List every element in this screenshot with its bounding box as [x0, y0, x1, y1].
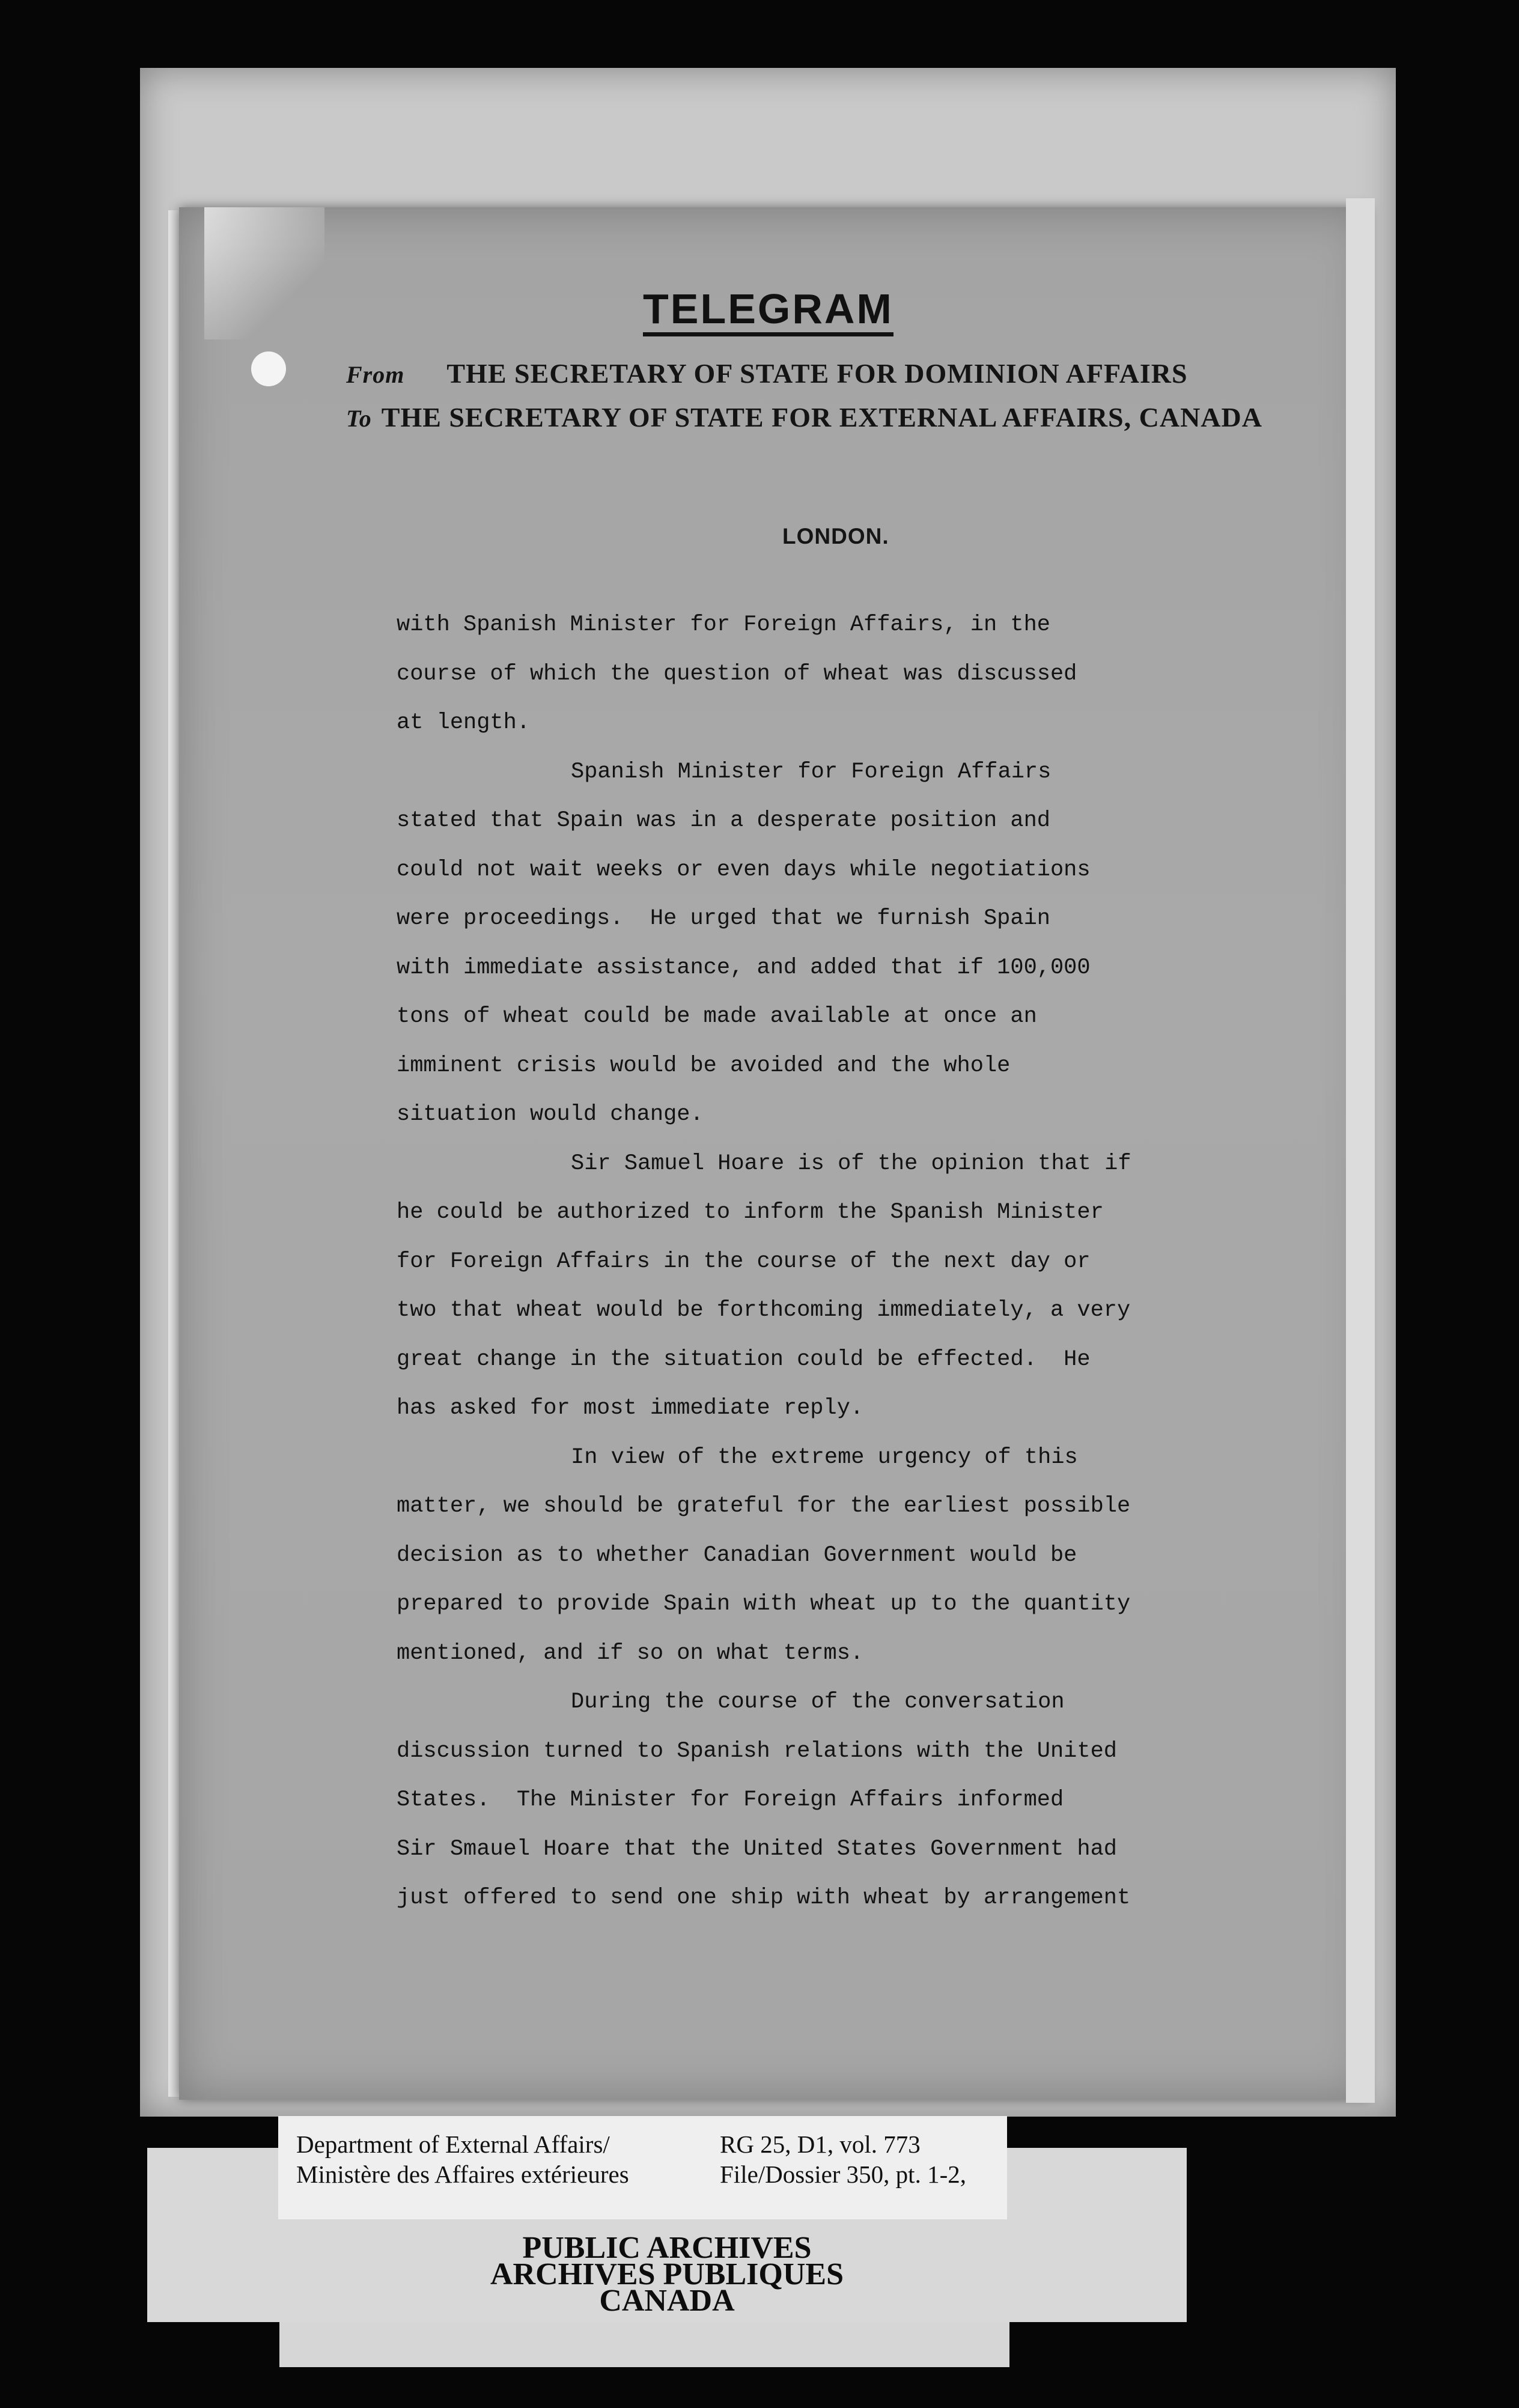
- body-line: at length.: [397, 710, 531, 735]
- from-label: From: [346, 361, 405, 388]
- body-line: course of which the question of wheat was discussed: [397, 661, 1077, 687]
- body-line: States. The Minister for Foreign Affairs informed: [397, 1787, 1064, 1813]
- body-line: decision as to whether Canadian Government would be: [397, 1542, 1077, 1568]
- department-en: Department of External Affairs/: [296, 2130, 610, 2158]
- from-line: [346, 357, 1188, 389]
- department-fr: Ministère des Affaires extérieures: [296, 2160, 629, 2188]
- body-line: During the course of the conversation: [571, 1689, 1065, 1715]
- stamp-line-1: PUBLIC ARCHIVES: [522, 2231, 812, 2265]
- stamp-strip: [279, 2322, 1009, 2367]
- record-group: RG 25, D1, vol. 773: [720, 2130, 921, 2158]
- body-line: tons of wheat could be made available at once an: [397, 1004, 1037, 1029]
- body-line: were proceedings. He urged that we furnish Spain: [397, 906, 1050, 931]
- body-line: for Foreign Affairs in the course of the next day or: [397, 1248, 1091, 1274]
- file-reference: File/Dossier 350, pt. 1-2,: [720, 2160, 966, 2188]
- body-paragraph: [397, 601, 1238, 748]
- body-line: two that wheat would be forthcoming immediately, a very: [397, 1298, 1131, 1323]
- body-line: matter, we should be grateful for the earliest possible: [397, 1494, 1131, 1519]
- body-line: imminent crisis would be avoided and the whole: [397, 1053, 1011, 1078]
- to-value: THE SECRETARY OF STATE FOR EXTERNAL AFFAIRS, CANADA: [381, 402, 1262, 433]
- body-line: In view of the extreme urgency of this: [571, 1444, 1078, 1470]
- body-line: stated that Spain was in a desperate position and: [397, 808, 1050, 833]
- body-line: situation would change.: [397, 1102, 704, 1127]
- fold-crease: [204, 207, 324, 339]
- from-value: THE SECRETARY OF STATE FOR DOMINION AFFAIRS: [446, 358, 1188, 389]
- body-line: Spanish Minister for Foreign Affairs: [571, 759, 1052, 785]
- to-label: To: [346, 405, 372, 432]
- body-line: with immediate assistance, and added that if 100,000: [397, 955, 1091, 981]
- body-paragraph: [397, 748, 1238, 1140]
- telegram-location: LONDON.: [782, 524, 889, 549]
- body-paragraph: [397, 1140, 1238, 1434]
- body-line: just offered to send one ship with wheat by arrangement: [397, 1885, 1131, 1911]
- body-paragraph: [397, 1434, 1238, 1679]
- body-paragraph: [397, 1678, 1238, 1923]
- page-right-edge: [1346, 198, 1375, 2103]
- to-line: [346, 401, 1262, 433]
- telegram-body: [397, 601, 1238, 1923]
- stamp-line-3: CANADA: [599, 2284, 735, 2318]
- body-line: could not wait weeks or even days while negotiations: [397, 857, 1091, 883]
- punch-hole: [251, 351, 286, 386]
- body-line: great change in the situation could be effected. He: [397, 1346, 1091, 1372]
- body-line: prepared to provide Spain with wheat up to the quantity: [397, 1592, 1131, 1617]
- body-line: with Spanish Minister for Foreign Affairs, in the: [397, 612, 1050, 637]
- archive-reference-label: [278, 2116, 1007, 2219]
- body-line: Sir Samuel Hoare is of the opinion that if: [571, 1151, 1131, 1176]
- body-line: Sir Smauel Hoare that the United States Government had: [397, 1836, 1117, 1862]
- body-line: has asked for most immediate reply.: [397, 1396, 864, 1421]
- telegram-title: TELEGRAM: [643, 285, 893, 336]
- body-line: discussion turned to Spanish relations with the United: [397, 1738, 1117, 1764]
- body-line: he could be authorized to inform the Spanish Minister: [397, 1200, 1104, 1225]
- body-line: mentioned, and if so on what terms.: [397, 1640, 864, 1666]
- stamp-line-2: ARCHIVES PUBLIQUES: [490, 2257, 844, 2291]
